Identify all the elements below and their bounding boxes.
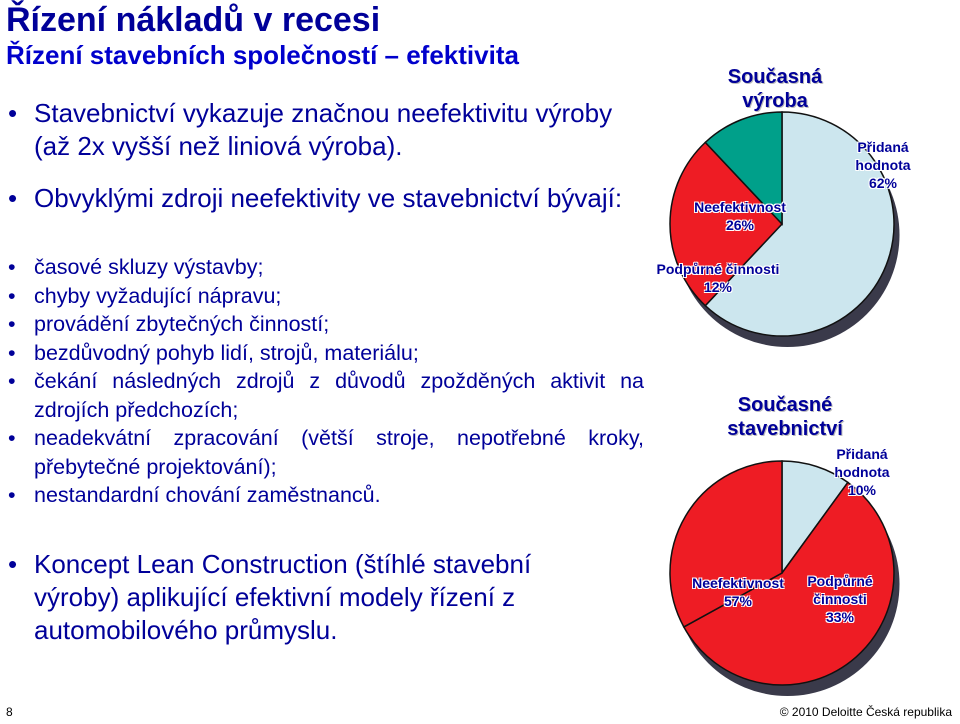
bullet-item: • nestandardní chování zaměstnanců. — [4, 481, 644, 510]
slide-title: Řízení nákladů v recesi — [6, 1, 381, 39]
pie-2-title: Současné stavebnictví — [727, 394, 843, 440]
bullet-item: • Obvyklými zdroji neefektivity ve stavebnictví bývají: — [4, 182, 644, 215]
bullet-item: • chyby vyžadující nápravu; — [4, 282, 644, 311]
bullet-item: • neadekvátní zpracování (větší stroje, nepotřebné kroky, přebytečné projektování); — [4, 424, 644, 481]
pie-2-label-neefektivnost: Neefektivnost 57% — [692, 575, 784, 609]
copyright-text: © 2010 Deloitte Česká republika — [779, 705, 952, 719]
pie-1-label-neefektivnost: Neefektivnost 26% — [694, 199, 786, 233]
page-number: 8 — [6, 705, 13, 719]
pie-1-title: Současná výroba — [727, 66, 823, 112]
pie-1-label-podpurne-cinnosti: Podpůrné činnosti 12% — [656, 261, 780, 295]
bullet-item: • časové skluzy výstavby; — [4, 253, 644, 282]
pie-1-label-pridana-hodnota: Přidaná hodnota 62% — [855, 139, 911, 191]
bullet-item: • Stavebnictví vykazuje značnou neefektivitu výroby (až 2x vyšší než liniová výroba). — [4, 97, 644, 163]
pie-2-label-podpurne-cinnosti: Podpůrné činnosti 33% — [807, 573, 873, 625]
bullet-item: • provádění zbytečných činností; — [4, 310, 644, 339]
bullet-item: • bezdůvodný pohyb lidí, strojů, materiálu; — [4, 339, 644, 368]
slide-subtitle: Řízení stavebních společností – efektivita — [6, 40, 519, 70]
pie-2-label-pridana-hodnota: Přidaná hodnota 10% — [834, 446, 890, 498]
bullet-item: • čekání následných zdrojů z důvodů zpožděných aktivit na zdrojích předchozích; — [4, 367, 644, 424]
bullet-item: • Koncept Lean Construction (štíhlé stavební výroby) aplikující efektivní modely řízení z automobilového průmyslu. — [4, 548, 604, 647]
